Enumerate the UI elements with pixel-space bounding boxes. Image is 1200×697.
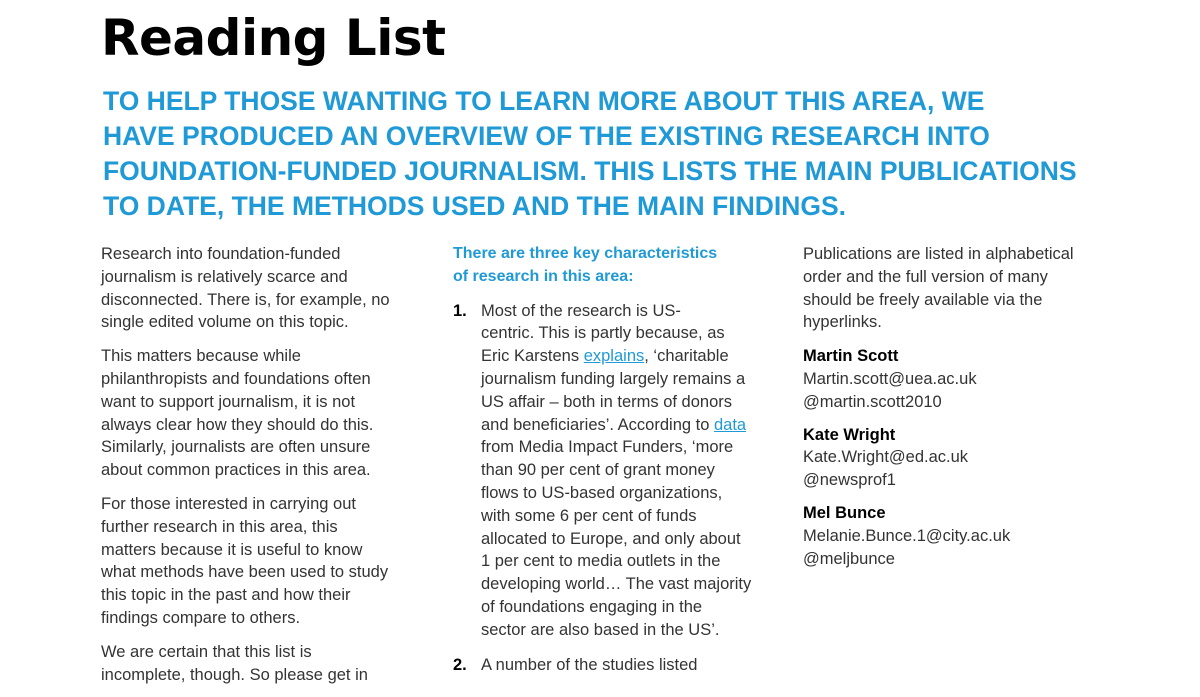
text-line: about common practices in this area. (101, 461, 371, 480)
text-line: This matters because while (101, 347, 301, 366)
author-handle: @newsprof1 (803, 471, 896, 490)
text-line: developing world… The vast majority (481, 575, 752, 594)
text-line: findings compare to others. (101, 608, 301, 627)
text-line: allocated to Europe, and only about (481, 529, 741, 548)
intro-heading (103, 84, 1113, 224)
text-line: matters because it is useful to know (101, 540, 363, 559)
list-number: 1. (453, 301, 467, 320)
text-line: US affair – both in terms of donors (481, 392, 732, 411)
text-fragment: Eric Karstens (481, 347, 584, 366)
text-line: sector are also based in the US’. (481, 620, 720, 639)
intro-line: TO DATE, THE METHODS USED AND THE MAIN FINDINGS. (103, 191, 846, 221)
text-line: disconnected. There is, for example, no (101, 290, 390, 309)
explains-link[interactable]: explains (583, 347, 645, 366)
author-name: Mel Bunce (803, 503, 886, 522)
text-line: of research in this area: (453, 267, 634, 285)
author-email: Martin.scott@uea.ac.uk (803, 369, 977, 388)
list-number: 2. (453, 655, 467, 674)
author-name: Martin Scott (803, 347, 899, 366)
text-line (481, 345, 783, 368)
list-item (453, 300, 783, 642)
text-line: than 90 per cent of grant money (481, 461, 715, 480)
data-link[interactable]: data (713, 415, 747, 434)
text-line: hyperlinks. (803, 313, 882, 332)
text-line (481, 414, 783, 437)
text-line: of foundations engaging in the (481, 597, 703, 616)
paragraph-incomplete (101, 641, 429, 687)
text-line: For those interested in carrying out (101, 494, 356, 513)
column-right (803, 243, 1133, 580)
text-line: incomplete, though. So please get in (101, 665, 368, 684)
column-middle (453, 243, 783, 688)
author-contact (803, 424, 1133, 492)
paragraph-why-it-matters (101, 345, 429, 482)
text-line: single edited volume on this topic. (101, 313, 349, 332)
intro-line: TO HELP THOSE WANTING TO LEARN MORE ABOUT THIS AREA, WE (103, 86, 985, 116)
text-line: Research into foundation-funded (101, 245, 341, 263)
characteristics-lead (453, 243, 783, 289)
text-line: always clear how they should do this. (101, 415, 374, 434)
text-line: this topic in the past and how their (101, 586, 351, 605)
text-line: flows to US-based organizations, (481, 483, 723, 502)
text-line: Publications are listed in alphabetical (803, 245, 1074, 263)
author-contact (803, 502, 1133, 570)
text-line: A number of the studies listed (481, 655, 698, 674)
paragraph-further-research (101, 493, 429, 630)
text-line: want to support journalism, it is not (101, 392, 356, 411)
author-email: Kate.Wright@ed.ac.uk (803, 448, 969, 467)
paragraph-publications (803, 243, 1133, 334)
text-line: should be freely available via the (803, 290, 1043, 309)
paragraph-scarcity (101, 243, 429, 334)
text-line: order and the full version of many (803, 267, 1048, 286)
list-item (453, 654, 783, 677)
text-line: centric. This is partly because, as (481, 324, 725, 343)
author-contact (803, 345, 1133, 413)
text-line: journalism is relatively scarce and (101, 267, 348, 286)
text-fragment: and beneficiaries’. According to (481, 415, 714, 434)
text-line: journalism funding largely remains a (481, 369, 746, 388)
author-handle: @meljbunce (803, 549, 895, 568)
intro-line: HAVE PRODUCED AN OVERVIEW OF THE EXISTING RESEARCH INTO (103, 121, 990, 151)
intro-line: FOUNDATION-FUNDED JOURNALISM. THIS LISTS THE MAIN PUBLICATIONS (103, 156, 1077, 186)
text-line: Most of the research is US- (481, 301, 681, 320)
text-line: 1 per cent to media outlets in the (481, 552, 721, 571)
text-line: We are certain that this list is (101, 642, 312, 661)
text-line: from Media Impact Funders, ‘more (481, 438, 734, 457)
text-line: with some 6 per cent of funds (481, 506, 697, 525)
author-handle: @martin.scott2010 (803, 392, 942, 411)
text-line: further research in this area, this (101, 517, 338, 536)
author-email: Melanie.Bunce.1@city.ac.uk (803, 526, 1011, 545)
text-line: philanthropists and foundations often (101, 369, 371, 388)
column-left (101, 243, 429, 697)
text-line: what methods have been used to study (101, 563, 389, 582)
page-title: Reading List (101, 9, 446, 67)
text-line: There are three key characteristics (453, 245, 718, 262)
text-line: Similarly, journalists are often unsure (101, 438, 371, 457)
text-fragment: , ‘charitable (644, 347, 729, 366)
author-name: Kate Wright (803, 425, 896, 444)
